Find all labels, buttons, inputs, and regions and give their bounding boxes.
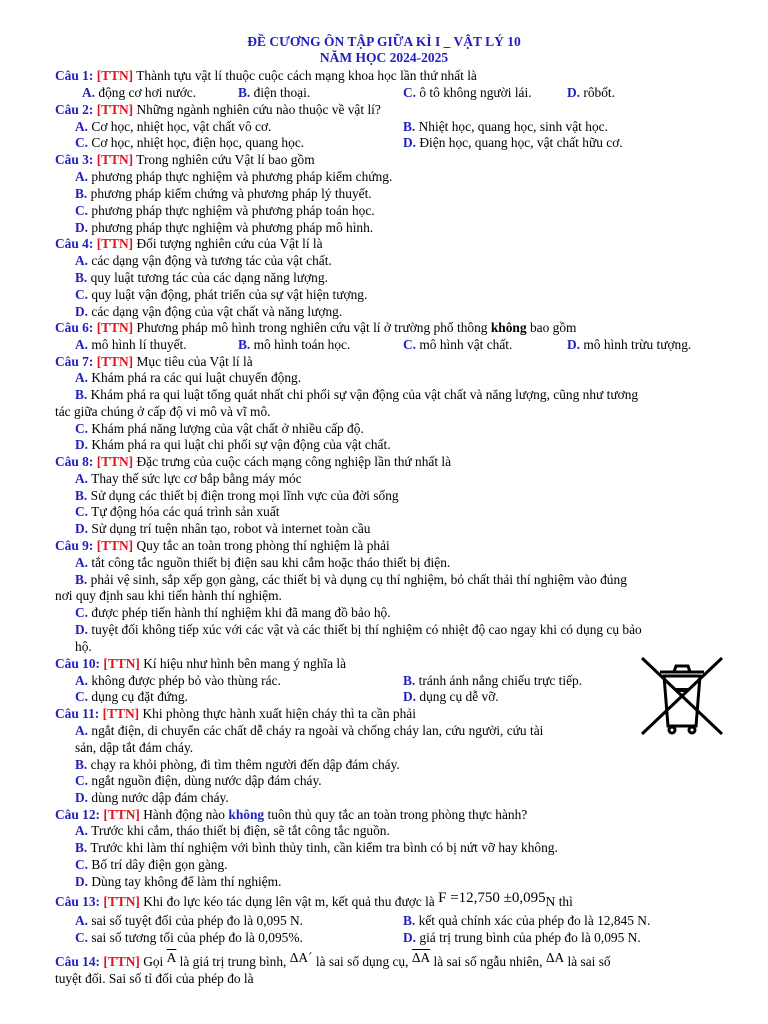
subtitle: NĂM HỌC 2024-2025 <box>319 50 449 65</box>
q1-option-a: A. động cơ hơi nước. <box>82 85 197 100</box>
question-13: Câu 13: [TTN] Khi đo lực kéo tác dụng lên vật m, kết quả thu được là F =12,750 ±0,095N thì <box>55 890 573 909</box>
q9-option-a: A. tắt công tắc nguồn thiết bị điện sau khi cắm hoặc tháo thiết bị điện. <box>75 555 451 570</box>
q7-option-b: B. Khám phá ra qui luật tổng quát nhất chi phối sự vận động của vật chất và năng lượng, cũng như tương <box>75 387 639 402</box>
q12-option-c: C. Bố trí dây điện gọn gàng. <box>75 857 228 872</box>
q12-option-d: D. Dùng tay không để làm thí nghiệm. <box>75 874 282 889</box>
symbol-random-error: $\overline{\Delta A}$ <box>411 950 431 965</box>
question-8: Câu 8: [TTN] Đặc trưng của cuộc cách mạng công nghiệp lần thứ nhất là <box>55 454 452 469</box>
question-6: Câu 6: [TTN] Phương pháp mô hình trong nghiên cứu vật lí ở trường phổ thông không bao gồm <box>55 320 577 335</box>
q11-option-b: B. chạy ra khỏi phòng, đi tìm thêm người đến dập đám cháy. <box>75 757 400 772</box>
q8-option-a: A. Thay thế sức lực cơ bắp bằng máy móc <box>75 471 302 486</box>
q4-option-b: B. quy luật tương tác của các dạng năng lượng. <box>75 270 328 285</box>
q1-option-c: C. ô tô không người lái. <box>403 85 532 100</box>
q10-option-d: D. dụng cụ dễ vỡ. <box>403 689 499 704</box>
q1-option-d: D. rôbốt. <box>567 85 616 100</box>
question-1: Câu 1: [TTN] Thành tựu vật lí thuộc cuộc cách mạng khoa học lần thứ nhất là <box>55 68 477 83</box>
q7-option-a: A. Khám phá ra các qui luật chuyển động. <box>75 370 302 385</box>
q12-option-b: B. Trước khi làm thí nghiệm với bình thủy tinh, cần kiểm tra bình có bị nứt vỡ hay không. <box>75 840 558 855</box>
q1-option-b: B. điện thoại. <box>238 85 311 100</box>
q10-option-c: C. dụng cụ đặt đứng. <box>75 689 188 704</box>
q2-option-b: B. Nhiệt học, quang học, sinh vật học. <box>403 119 608 134</box>
q8-option-d: D. Sử dụng trí tuện nhân tạo, robot và internet toàn cầu <box>75 521 371 536</box>
question-9: Câu 9: [TTN] Quy tắc an toàn trong phòng thí nghiệm là phải <box>55 538 390 553</box>
q6-option-b: B. mô hình toán học. <box>238 337 351 352</box>
question-10: Câu 10: [TTN] Kí hiệu như hình bên mang ý nghĩa là <box>55 656 347 671</box>
question-3: Câu 3: [TTN] Trong nghiên cứu Vật lí bao gồm <box>55 152 315 167</box>
q9-option-d-cont: hộ. <box>75 639 92 654</box>
symbol-instrument-error: ΔA´ <box>289 950 313 965</box>
question-11: Câu 11: [TTN] Khi phòng thực hành xuất hiện cháy thì ta cần phải <box>55 706 416 721</box>
formula-f: F =12,750 ±0,095 <box>438 890 546 906</box>
q3-option-d: D. phương pháp thực nghiệm và phương pháp mô hình. <box>75 220 374 235</box>
crossed-out-bin-icon <box>636 654 728 738</box>
q2-option-c: C. Cơ học, nhiệt học, điện học, quang học. <box>75 135 305 150</box>
q11-option-a: A. ngắt điện, di chuyển các chất dễ cháy ra ngoài và chống cháy lan, cứu người, cứu tài <box>75 723 544 738</box>
q13-option-c: C. sai số tương tối của phép đo là 0,095%. <box>75 930 303 945</box>
question-14-cont: tuyệt đối. Sai số tỉ đối của phép đo là <box>55 971 254 986</box>
q2-option-d: D. Điện học, quang học, vật chất hữu cơ. <box>403 135 623 150</box>
q3-option-a: A. phương pháp thực nghiệm và phương pháp kiểm chứng. <box>75 169 393 184</box>
q13-option-d: D. giá trị trung bình của phép đo là 0,095 N. <box>403 930 641 945</box>
symbol-absolute-error: ΔA <box>545 950 565 965</box>
q8-option-c: C. Tự động hóa các quá trình sản xuất <box>75 504 280 519</box>
question-2: Câu 2: [TTN] Những ngành nghiên cứu nào thuộc về vật lí? <box>55 102 381 117</box>
q2-option-a: A. Cơ học, nhiệt học, vật chất vô cơ. <box>75 119 272 134</box>
q13-option-b: B. kết quả chính xác của phép đo là 12,845 N. <box>403 913 651 928</box>
question-12: Câu 12: [TTN] Hành động nào không tuôn thủ quy tắc an toàn trong phòng thực hành? <box>55 807 528 822</box>
q4-option-a: A. các dạng vận động và tương tác của vật chất. <box>75 253 332 268</box>
q8-option-b: B. Sử dụng các thiết bị điện trong mọi lĩnh vực của đời sống <box>75 488 399 503</box>
q7-option-d: D. Khám phá ra qui luật chi phối sự vận động của vật chất. <box>75 437 391 452</box>
q9-option-b-cont: nơi quy định sau khi tiến hành thí nghiệm. <box>55 588 282 603</box>
q10-option-a: A. không được phép bỏ vào thùng rác. <box>75 673 281 688</box>
q11-option-c: C. ngắt nguồn điện, dùng nước dập đám cháy. <box>75 773 322 788</box>
q9-option-c: C. được phép tiến hành thí nghiệm khi đã mang đồ bảo hộ. <box>75 605 391 620</box>
q12-option-a: A. Trước khi cắm, tháo thiết bị điện, sẽ tắt công tắc nguồn. <box>75 823 390 838</box>
symbol-mean-a: $\overline{A}$ <box>166 950 177 965</box>
q3-option-b: B. phương pháp kiểm chứng và phương pháp lý thuyết. <box>75 186 372 201</box>
q9-option-b: B. phải vệ sinh, sắp xếp gọn gàng, các thiết bị và dụng cụ thí nghiệm, bỏ chất thải thí nghiệm vào đúng <box>75 572 627 587</box>
q7-option-c: C. Khám phá năng lượng của vật chất ở nhiều cấp độ. <box>75 421 364 436</box>
q4-option-d: D. các dạng vận động của vật chất và năng lượng. <box>75 304 343 319</box>
q6-option-d: D. mô hình trừu tượng. <box>567 337 692 352</box>
question-4: Câu 4: [TTN] Đối tượng nghiên cứu của Vật lí là <box>55 236 323 251</box>
q4-option-c: C. quy luật vận động, phát triển của sự vật hiện tượng. <box>75 287 368 302</box>
q7-option-b-cont: tác giữa chúng ở cấp độ vi mô và vĩ mô. <box>55 404 271 419</box>
q3-option-c: C. phương pháp thực nghiệm và phương pháp toán học. <box>75 203 375 218</box>
q6-option-a: A. mô hình lí thuyết. <box>75 337 187 352</box>
q6-option-c: C. mô hình vật chất. <box>403 337 513 352</box>
question-7: Câu 7: [TTN] Mục tiêu của Vật lí là <box>55 354 253 369</box>
q11-option-a-cont: sản, dập tắt đám cháy. <box>75 740 194 755</box>
q10-option-b: B. tránh ánh nắng chiếu trực tiếp. <box>403 673 583 688</box>
q11-option-d: D. dùng nước dập đám cháy. <box>75 790 229 805</box>
title: ĐỀ CƯƠNG ÔN TẬP GIỮA KÌ I _ VẬT LÝ 10 <box>247 34 521 49</box>
q9-option-d: D. tuyệt đối không tiếp xúc với các vật và các thiết bị thí nghiệm có nhiệt độ cao ngay khi có dụng cụ bảo <box>75 622 642 637</box>
q13-option-a: A. sai số tuyệt đối của phép đo là 0,095 N. <box>75 913 303 928</box>
question-14: Câu 14: [TTN] Gọi $\overline{A}$ là giá trị trung bình, ΔA´ là sai số dụng cụ, $\overline{\Delta A}$ là sai số ngẫu nhiên, ΔA là sai số <box>55 950 611 969</box>
